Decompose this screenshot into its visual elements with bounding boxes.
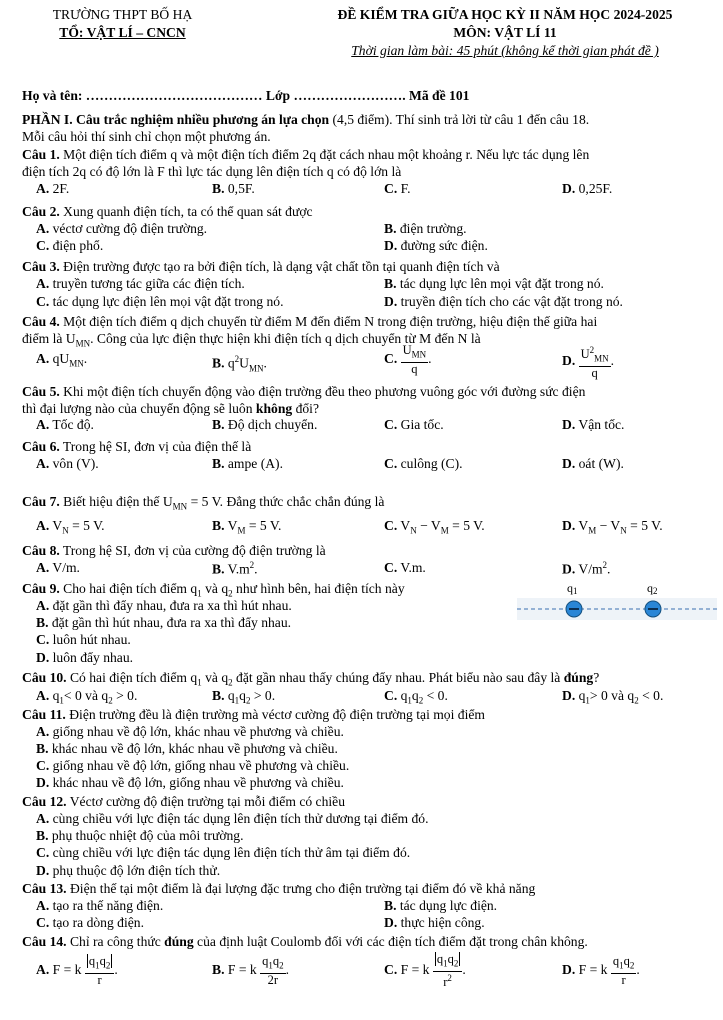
question-10: Câu 10. Có hai điện tích điểm $q_1$ và $q_2$ đặt gần nhau thấy chúng đẩy nhau. Phát biểu nào sau đây là đúng?	[22, 670, 600, 688]
q8-option-a[interactable]: A. V/m.	[36, 560, 80, 575]
q8-option-d[interactable]: D. $V/m^2$.	[562, 560, 611, 577]
question-4: Câu 4. Một điện tích điểm q dịch chuyển từ điểm M đến điểm N trong điện trường, hiệu điện thế giữa hai	[22, 314, 598, 329]
q9-option-b[interactable]: B. đặt gần thì hút nhau, đưa ra xa thì đẩy nhau.	[36, 615, 292, 630]
question-5: Câu 5. Khi một điện tích chuyển động vào điện trường đều theo phương vuông góc với đường sức điện	[22, 384, 586, 399]
q5-option-b[interactable]: B. Độ dịch chuyển.	[212, 417, 318, 432]
q13-option-a[interactable]: A. tạo ra thế năng điện.	[36, 898, 164, 913]
q3-option-b[interactable]: B. tác dụng lực lên mọi vật đặt trong nó.	[384, 276, 604, 291]
q5-option-a[interactable]: A. Tốc độ.	[36, 417, 94, 432]
question-12: Câu 12. Véctơ cường độ điện trường tại mỗi điểm có chiều	[22, 794, 345, 809]
q6-option-b[interactable]: B. ampe (A).	[212, 456, 283, 471]
question-8: Câu 8. Trong hệ SI, đơn vị của cường độ điện trường là	[22, 543, 326, 558]
q3-option-d[interactable]: D. truyền điện tích cho các vật đặt trong nó.	[384, 294, 623, 309]
q2-option-c[interactable]: C. điện phổ.	[36, 238, 104, 253]
q7-option-a[interactable]: A. $V_N = 5$ V.	[36, 518, 105, 536]
question-9: Câu 9. Cho hai điện tích điểm $q_1$ và $q_2$ như hình bên, hai điện tích này	[22, 581, 405, 599]
time-note: Thời gian làm bài: 45 phút (không kể thời gian phát đề )	[351, 43, 659, 58]
q13-option-b[interactable]: B. tác dụng lực điện.	[384, 898, 498, 913]
q3-option-a[interactable]: A. truyền tương tác giữa các điện tích.	[36, 276, 245, 291]
q2-option-b[interactable]: B. điện trường.	[384, 221, 467, 236]
q4-option-a[interactable]: A. $qU_{MN}$.	[36, 351, 88, 369]
question-5-cont: thì đại lượng nào của chuyển động sẽ luôn không đổi?	[22, 401, 319, 416]
q10-option-c[interactable]: C. $q_1q_2 < 0$.	[384, 688, 448, 706]
q12-option-a[interactable]: A. cùng chiều với lực điện tác dụng lên điện tích thử dương tại điểm đó.	[36, 811, 429, 826]
q3-option-c[interactable]: C. tác dụng lực điện lên mọi vật đặt trong nó.	[36, 294, 284, 309]
q12-option-d[interactable]: D. phụ thuộc độ lớn điện tích thử.	[36, 863, 221, 878]
q6-option-c[interactable]: C. culông (C).	[384, 456, 463, 471]
part1-desc: Mỗi câu hỏi thí sinh chỉ chọn một phương án.	[22, 129, 271, 144]
q4-option-c[interactable]: C. $\frac{U_{MN}}{q}$ .	[384, 343, 432, 376]
q10-option-d[interactable]: D. $q_1> 0$ và $q_2 < 0$.	[562, 688, 664, 706]
question-11: Câu 11. Điện trường đều là điện trường mà véctơ cường độ điện trường tại mọi điểm	[22, 707, 485, 722]
question-14: Câu 14. Chỉ ra công thức đúng của định luật Coulomb đối với các điện tích điểm đặt trong chân không.	[22, 934, 588, 949]
q6-option-d[interactable]: D. oát (W).	[562, 456, 624, 471]
q13-option-c[interactable]: C. tạo ra dòng điện.	[36, 915, 144, 930]
header-left	[0, 6, 245, 42]
q5-option-d[interactable]: D. Vận tốc.	[562, 417, 625, 432]
q8-option-c[interactable]: C. V.m.	[384, 560, 426, 575]
q12-option-c[interactable]: C. cùng chiều với lực điện tác dụng lên điện tích thử âm tại điểm đó.	[36, 845, 411, 860]
student-info: Họ và tên: ………………………………… Lớp ……………………. Mã đề 101	[22, 88, 470, 103]
q9-option-d[interactable]: D. luôn đẩy nhau.	[36, 650, 134, 665]
part1-heading: PHẦN I. Câu trắc nghiệm nhiều phương án lựa chọn (4,5 điểm). Thí sinh trả lời từ câu 1 đến câu 18.	[22, 112, 590, 127]
q8-option-b[interactable]: B. $V.m^2$.	[212, 560, 258, 577]
department: TỔ: VẬT LÍ – CNCN	[59, 25, 186, 40]
header-right	[300, 6, 710, 60]
q14-option-d[interactable]: D. F = k $\frac{q_1q_2}{r}$ .	[562, 954, 640, 987]
charges-figure	[517, 580, 717, 622]
q4-option-b[interactable]: B. $q^2U_{MN}$.	[212, 354, 267, 374]
q11-option-b[interactable]: B. khác nhau về độ lớn, khác nhau về phương và chiều.	[36, 741, 338, 756]
question-3: Câu 3. Điện trường được tạo ra bởi điện tích, là dạng vật chất tồn tại quanh điện tích và	[22, 259, 500, 274]
q1-option-c[interactable]: C. F.	[384, 181, 411, 196]
q12-option-b[interactable]: B. phụ thuộc nhiệt độ của môi trường.	[36, 828, 244, 843]
subject: MÔN: VẬT LÍ 11	[453, 25, 557, 40]
q11-option-c[interactable]: C. giống nhau về độ lớn, giống nhau về phương và chiều.	[36, 758, 350, 773]
school-name: TRƯỜNG THPT BỐ HẠ	[52, 7, 193, 22]
question-7: Câu 7. Biết hiệu điện thế $U_{MN} = 5$ V. Đẳng thức chắc chắn đúng là	[22, 494, 385, 512]
q11-option-d[interactable]: D. khác nhau về độ lớn, giống nhau về phương và chiều.	[36, 775, 344, 790]
q9-option-a[interactable]: A. đặt gần thì đẩy nhau, đưa ra xa thì hút nhau.	[36, 598, 292, 613]
q13-option-d[interactable]: D. thực hiện công.	[384, 915, 485, 930]
question-1: Câu 1. Một điện tích điểm q và một điện tích điểm 2q đặt cách nhau một khoảng r. Nếu lực tác dụng lên	[22, 147, 590, 162]
q14-option-a[interactable]: A. F = k $\frac{q_1q_2}{r}$ .	[36, 954, 118, 987]
q14-option-c[interactable]: C. F = k $\frac{q_1q_2}{r^2}$ .	[384, 952, 466, 989]
q10-option-b[interactable]: B. $q_1q_2 > 0$.	[212, 688, 276, 706]
question-2: Câu 2. Xung quanh điện tích, ta có thể quan sát được	[22, 204, 313, 219]
figure-label-q2: q2	[647, 581, 658, 596]
q2-option-a[interactable]: A. véctơ cường độ điện trường.	[36, 221, 208, 236]
q7-option-b[interactable]: B. $V_M = 5$ V.	[212, 518, 282, 536]
q6-option-a[interactable]: A. vôn (V).	[36, 456, 99, 471]
q7-option-c[interactable]: C. $V_N - V_M = 5$ V.	[384, 518, 485, 536]
q1-option-d[interactable]: D. 0,25F.	[562, 181, 613, 196]
q9-option-c[interactable]: C. luôn hút nhau.	[36, 632, 131, 647]
q4-option-d[interactable]: D. $\frac{U^2_{MN}}{q}$ .	[562, 345, 615, 380]
q14-option-b[interactable]: B. F = k $\frac{q_1q_2}{2r}$ .	[212, 954, 289, 987]
question-13: Câu 13. Điện thế tại một điểm là đại lượng đặc trưng cho điện trường tại điểm đó về khả năng	[22, 881, 536, 896]
q1-option-b[interactable]: B. 0,5F.	[212, 181, 255, 196]
question-4-cont: điểm là $U_{MN}$. Công của lực điện thực hiện khi điện tích q dịch chuyển từ M đến N là	[22, 331, 481, 349]
q2-option-d[interactable]: D. đường sức điện.	[384, 238, 488, 253]
q5-option-c[interactable]: C. Gia tốc.	[384, 417, 444, 432]
q11-option-a[interactable]: A. giống nhau về độ lớn, khác nhau về phương và chiều.	[36, 724, 344, 739]
exam-title: ĐỀ KIỂM TRA GIỮA HỌC KỲ II NĂM HỌC 2024-2025	[337, 7, 673, 22]
question-6: Câu 6. Trong hệ SI, đơn vị của điện thế là	[22, 439, 252, 454]
figure-label-q1: q1	[567, 581, 578, 596]
q7-option-d[interactable]: D. $V_M - V_N = 5$ V.	[562, 518, 663, 536]
q1-option-a[interactable]: A. 2F.	[36, 181, 70, 196]
q10-option-a[interactable]: A. $q_1< 0$ và $q_2 > 0$.	[36, 688, 138, 706]
question-1-cont: điện tích 2q có độ lớn là F thì lực tác dụng lên điện tích q có độ lớn là	[22, 164, 402, 179]
